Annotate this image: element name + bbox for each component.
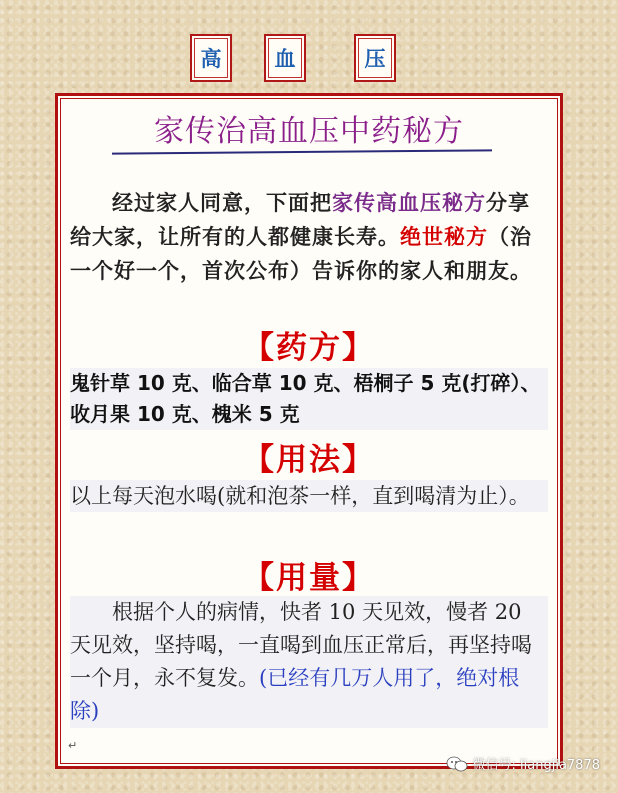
header-char-box <box>190 34 232 82</box>
header-char-box <box>264 34 306 82</box>
dosage-heading: 【用量】 <box>243 560 375 596</box>
intro-paragraph <box>70 186 548 288</box>
usage-text: 以上每天泡水喝(就和泡茶一样，直到喝清为止）。 <box>70 480 548 512</box>
paragraph-mark: ↵ <box>68 739 78 752</box>
intro-text-2: 分享给大家，让所有的人都健康长寿。 <box>70 191 530 249</box>
wechat-watermark <box>446 754 600 773</box>
title-underline <box>112 149 492 154</box>
page-title: 家传治高血压中药秘方 <box>154 114 464 149</box>
usage-heading: 【用法】 <box>243 442 375 478</box>
intro-text-1: 经过家人同意，下面把 <box>112 191 332 215</box>
header-char: 血 <box>274 47 296 71</box>
header-char: 压 <box>364 47 386 71</box>
dosage-paragraph <box>70 596 548 728</box>
content-panel <box>55 93 563 769</box>
header-char: 高 <box>200 47 222 71</box>
dosage-note: (已经有几万人用了，绝对根除) <box>70 666 520 723</box>
recipe-heading: 【药方】 <box>243 330 375 366</box>
dosage-text: 根据个人的病情，快者 10 天见效，慢者 20 天见效，坚持喝，一直喝到血压正常后，再坚持喝一个月，永不复发。 <box>70 600 532 690</box>
watermark-text: 微信号: liangjia7878 <box>472 758 600 773</box>
intro-highlight-secret-recipe: 家传高血压秘方 <box>332 191 486 215</box>
intro-highlight-unique-recipe: 绝世秘方 <box>400 225 488 249</box>
recipe-text: 鬼针草 10 克、临合草 10 克、梧桐子 5 克(打碎）、收月果 10 克、槐米 5 克 <box>70 368 548 430</box>
intro-text-3: （治一个好一个，首次公布）告诉你的家人和朋友。 <box>70 225 532 283</box>
header-char-box <box>354 34 396 82</box>
wechat-icon <box>446 756 468 772</box>
